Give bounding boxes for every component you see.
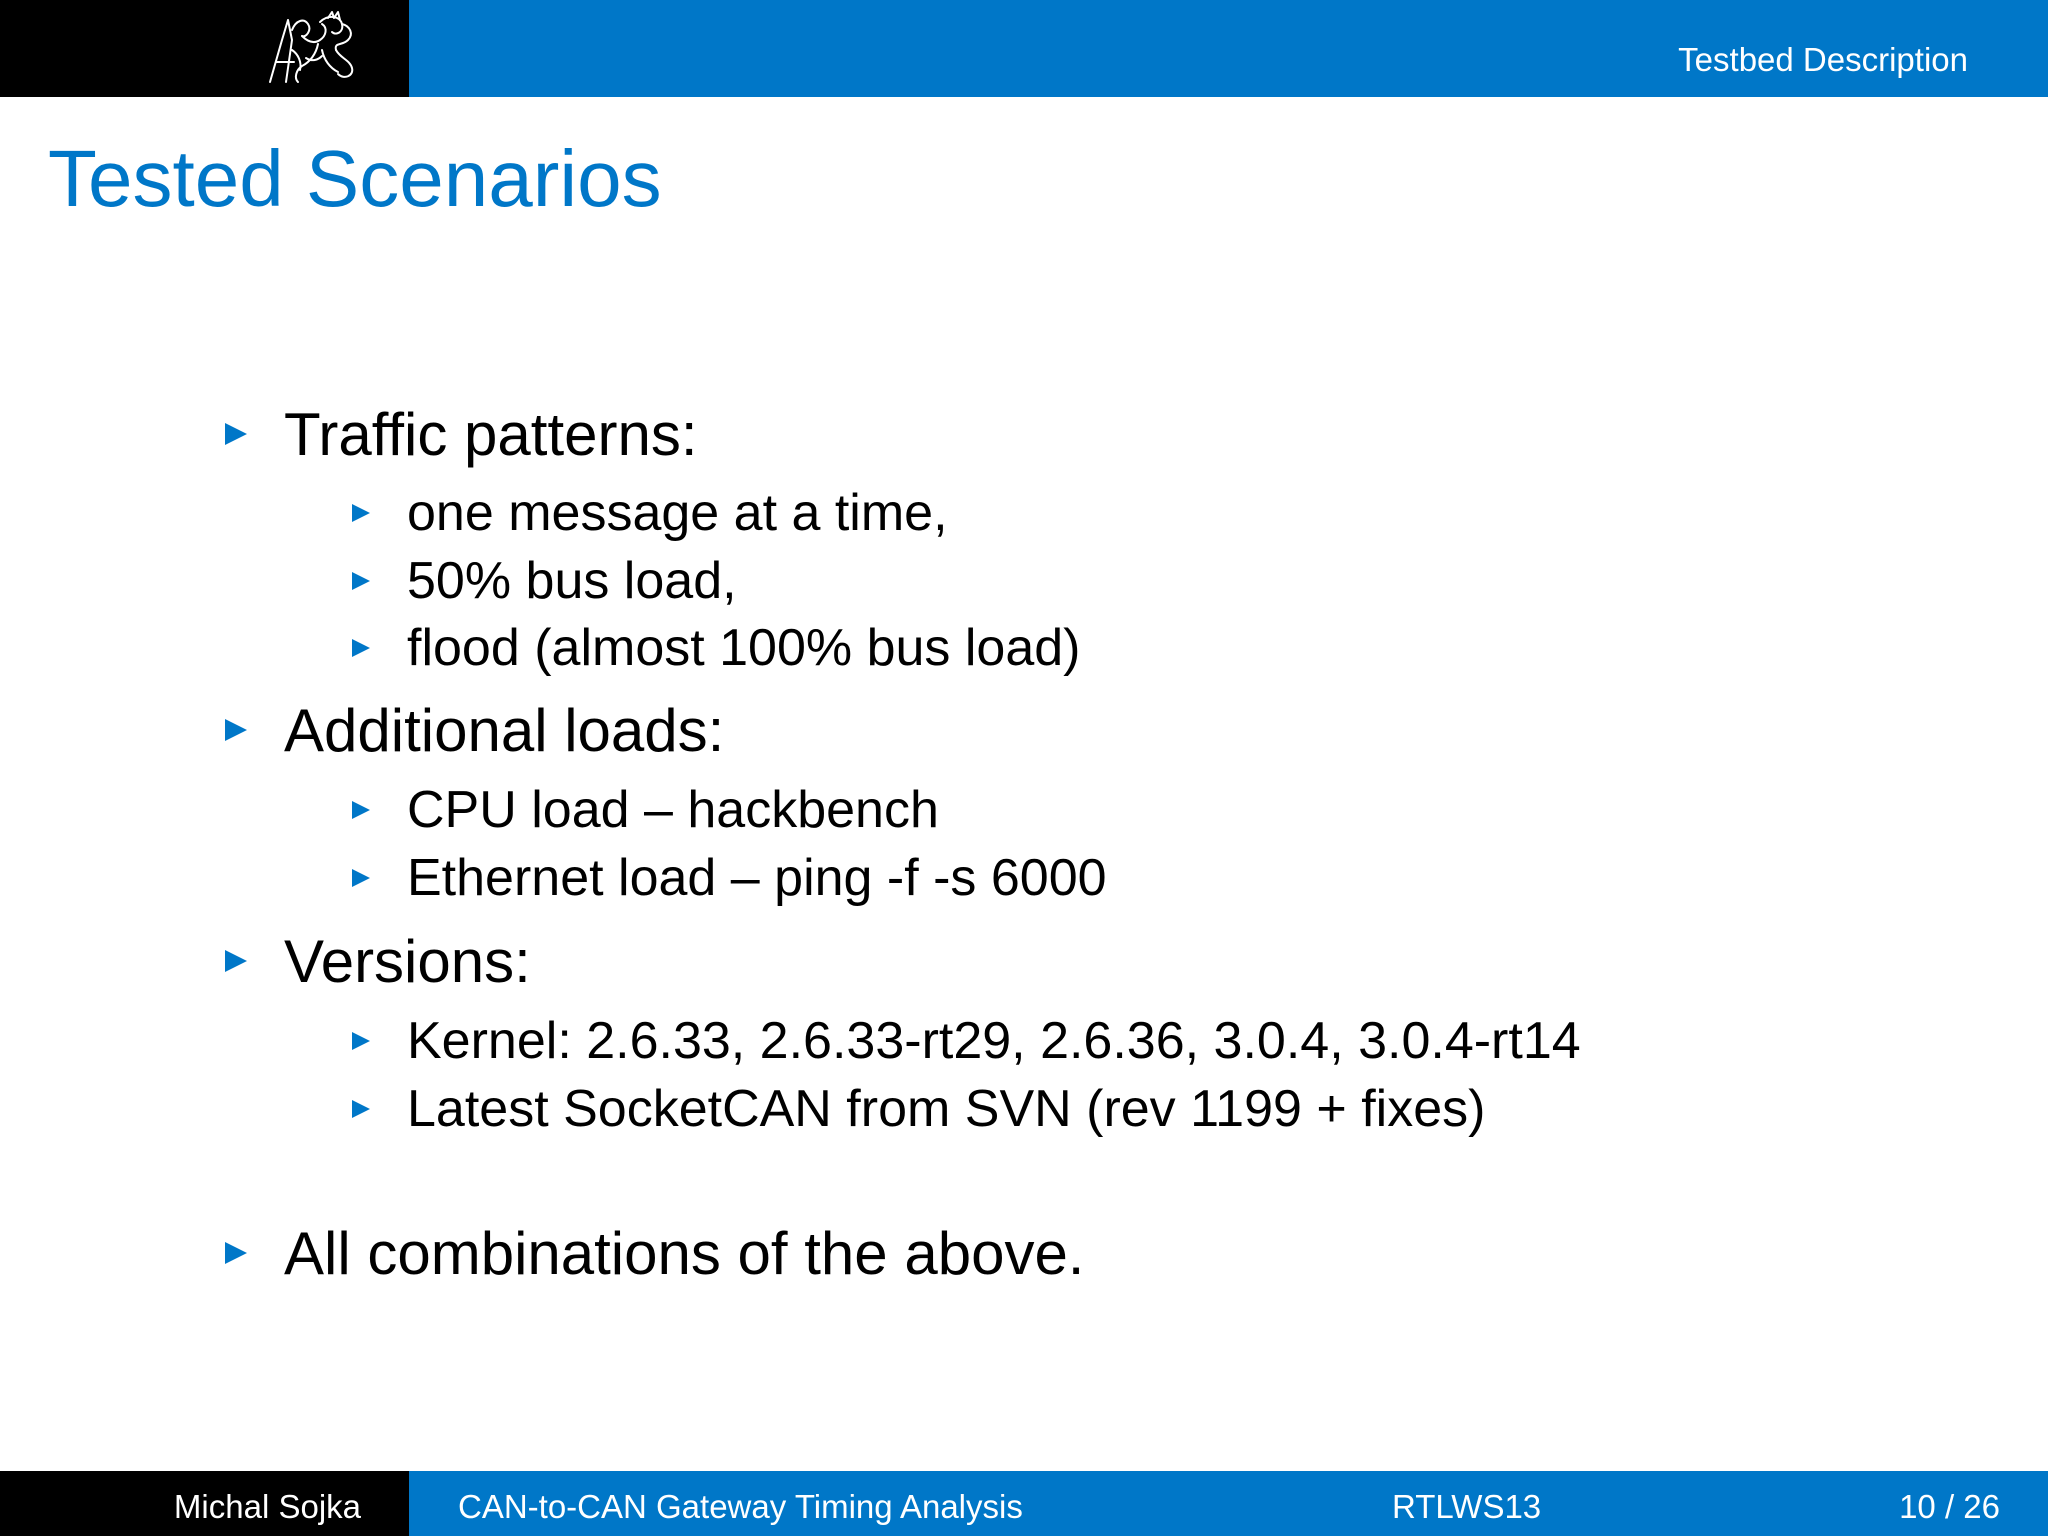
bullet-triangle-icon bbox=[225, 423, 247, 445]
bullet-triangle-icon bbox=[352, 639, 370, 657]
sub-list-item-text: flood (almost 100% bus load) bbox=[407, 619, 1081, 677]
bullet-triangle-icon bbox=[225, 1242, 247, 1264]
bullet-triangle-icon bbox=[225, 719, 247, 741]
sub-list-item-text: Ethernet load – ping -f -s 6000 bbox=[407, 849, 1107, 907]
sub-list-item bbox=[352, 848, 1107, 908]
footer-conference: RTLWS13 bbox=[1392, 1488, 1542, 1525]
bullet-triangle-icon bbox=[352, 1100, 370, 1118]
bullet-triangle-icon bbox=[352, 869, 370, 887]
bullet-triangle-icon bbox=[225, 950, 247, 972]
footer-bar bbox=[0, 1471, 2048, 1536]
sub-list-item bbox=[352, 483, 948, 543]
bullet-triangle-icon bbox=[352, 504, 370, 522]
sub-list-item-text: 50% bus load, bbox=[407, 552, 737, 610]
bullet-triangle-icon bbox=[352, 801, 370, 819]
bullet-triangle-icon bbox=[352, 1032, 370, 1050]
sub-list-item-text: Kernel: 2.6.33, 2.6.33-rt29, 2.6.36, 3.0.4, 3.0.4-rt14 bbox=[407, 1012, 1581, 1070]
sub-list-item-text: CPU load – hackbench bbox=[407, 781, 939, 839]
sub-list-item-text: Latest SocketCAN from SVN (rev 1199 + fixes) bbox=[407, 1080, 1486, 1138]
sub-list-item bbox=[352, 1079, 1485, 1139]
footer-author-area bbox=[0, 1471, 409, 1536]
list-item-text: Versions: bbox=[284, 927, 531, 995]
sub-list-item bbox=[352, 1011, 1581, 1071]
slide-title: Tested Scenarios bbox=[48, 134, 662, 223]
footer-talk-title: CAN-to-CAN Gateway Timing Analysis bbox=[458, 1488, 1023, 1525]
list-item bbox=[225, 926, 531, 996]
list-item bbox=[225, 399, 698, 469]
list-item-text: Additional loads: bbox=[284, 696, 725, 764]
sub-list-item bbox=[352, 618, 1081, 678]
sub-list-item bbox=[352, 780, 939, 840]
list-item-text: All combinations of the above. bbox=[284, 1219, 1085, 1287]
footer-page-number: 10 / 26 bbox=[1899, 1488, 2000, 1525]
bullet-triangle-icon bbox=[352, 572, 370, 590]
section-name[interactable]: Testbed Description bbox=[1678, 41, 1968, 78]
list-item bbox=[225, 695, 724, 765]
footer-author: Michal Sojka bbox=[173, 1488, 361, 1525]
sub-list-item-text: one message at a time, bbox=[407, 484, 948, 542]
list-item bbox=[225, 1218, 1084, 1288]
footer-info-area bbox=[409, 1471, 2048, 1536]
sub-list-item bbox=[352, 551, 737, 611]
list-item-text: Traffic patterns: bbox=[284, 400, 698, 468]
